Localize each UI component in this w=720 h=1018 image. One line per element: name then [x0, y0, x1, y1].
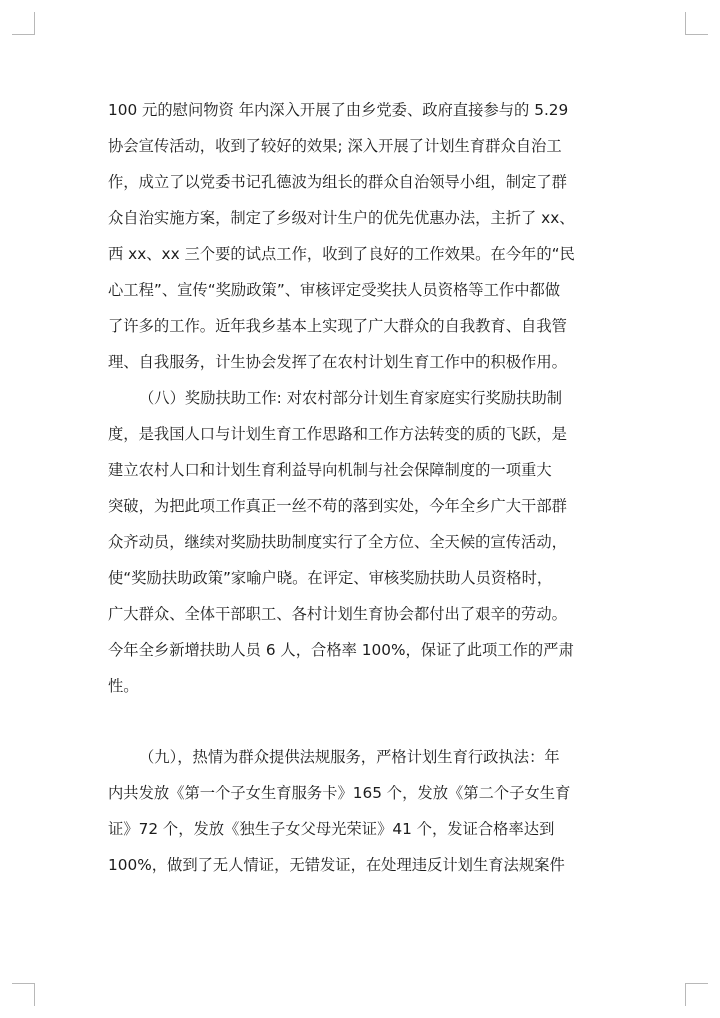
text-line: 协会宣传活动，收到了较好的效果; 深入开展了计划生育群众自治工	[108, 137, 562, 155]
text-line: 了许多的工作。近年我乡基本上实现了广大群众的自我教育、自我管	[108, 317, 567, 335]
text-line: 众自治实施方案，制定了乡级对计生户的优先优惠办法，主折了 xx、	[108, 209, 575, 227]
paragraph-1	[108, 92, 616, 380]
text-line: 理、自我服务，计生协会发挥了在农村计划生育工作中的积极作用。	[108, 353, 567, 371]
crop-mark-top-left	[12, 12, 35, 35]
text-line: 突破，为把此项工作真正一丝不苟的落到实处，今年全乡广大干部群	[108, 497, 567, 515]
text-line: （八）奖励扶助工作: 对农村部分计划生育家庭实行奖励扶助制	[139, 389, 563, 407]
text-line: 使“奖励扶助政策”家喻户晓。在评定、审核奖励扶助人员资格时，	[108, 569, 553, 587]
document-body	[108, 92, 616, 883]
paragraph-2	[108, 380, 616, 704]
text-line: 心工程”、宣传“奖励政策”、审核评定受奖扶人员资格等工作中都做	[108, 281, 561, 299]
text-line: 今年全乡新增扶助人员 6 人，合格率 100%，保证了此项工作的严肃	[108, 641, 574, 659]
text-line: 广大群众、全体干部职工、各村计划生育协会都付出了艰辛的劳动。	[108, 605, 567, 623]
paragraph-3	[108, 739, 616, 883]
text-line: 内共发放《第一个子女生育服务卡》165 个，发放《第二个子女生育	[108, 784, 571, 802]
text-line: 度，是我国人口与计划生育工作思路和工作方法转变的质的飞跃，是	[108, 425, 567, 443]
crop-mark-bottom-left	[12, 983, 35, 1006]
text-line: （九），热情为群众提供法规服务，严格计划生育行政执法：年	[139, 748, 560, 766]
text-line: 证》72 个，发放《独生子女父母光荣证》41 个，发证合格率达到	[108, 820, 555, 838]
text-line: 西 xx、xx 三个要的试点工作，收到了良好的工作效果。在今年的“民	[108, 245, 575, 263]
text-line: 众齐动员，继续对奖励扶助制度实行了全方位、全天候的宣传活动，	[108, 533, 567, 551]
crop-mark-top-right	[685, 12, 708, 35]
text-line: 100%，做到了无人情证，无错发证，在处理违反计划生育法规案件	[108, 856, 565, 874]
crop-mark-bottom-right	[685, 983, 708, 1006]
paragraph-spacer	[108, 704, 616, 739]
text-line: 100 元的慰问物资 年内深入开展了由乡党委、政府直接参与的 5.29	[108, 101, 569, 119]
text-line: 作，成立了以党委书记孔德波为组长的群众自治领导小组，制定了群	[108, 173, 567, 191]
text-line: 建立农村人口和计划生育利益导向机制与社会保障制度的一项重大	[108, 461, 552, 479]
text-line: 性。	[108, 677, 139, 695]
